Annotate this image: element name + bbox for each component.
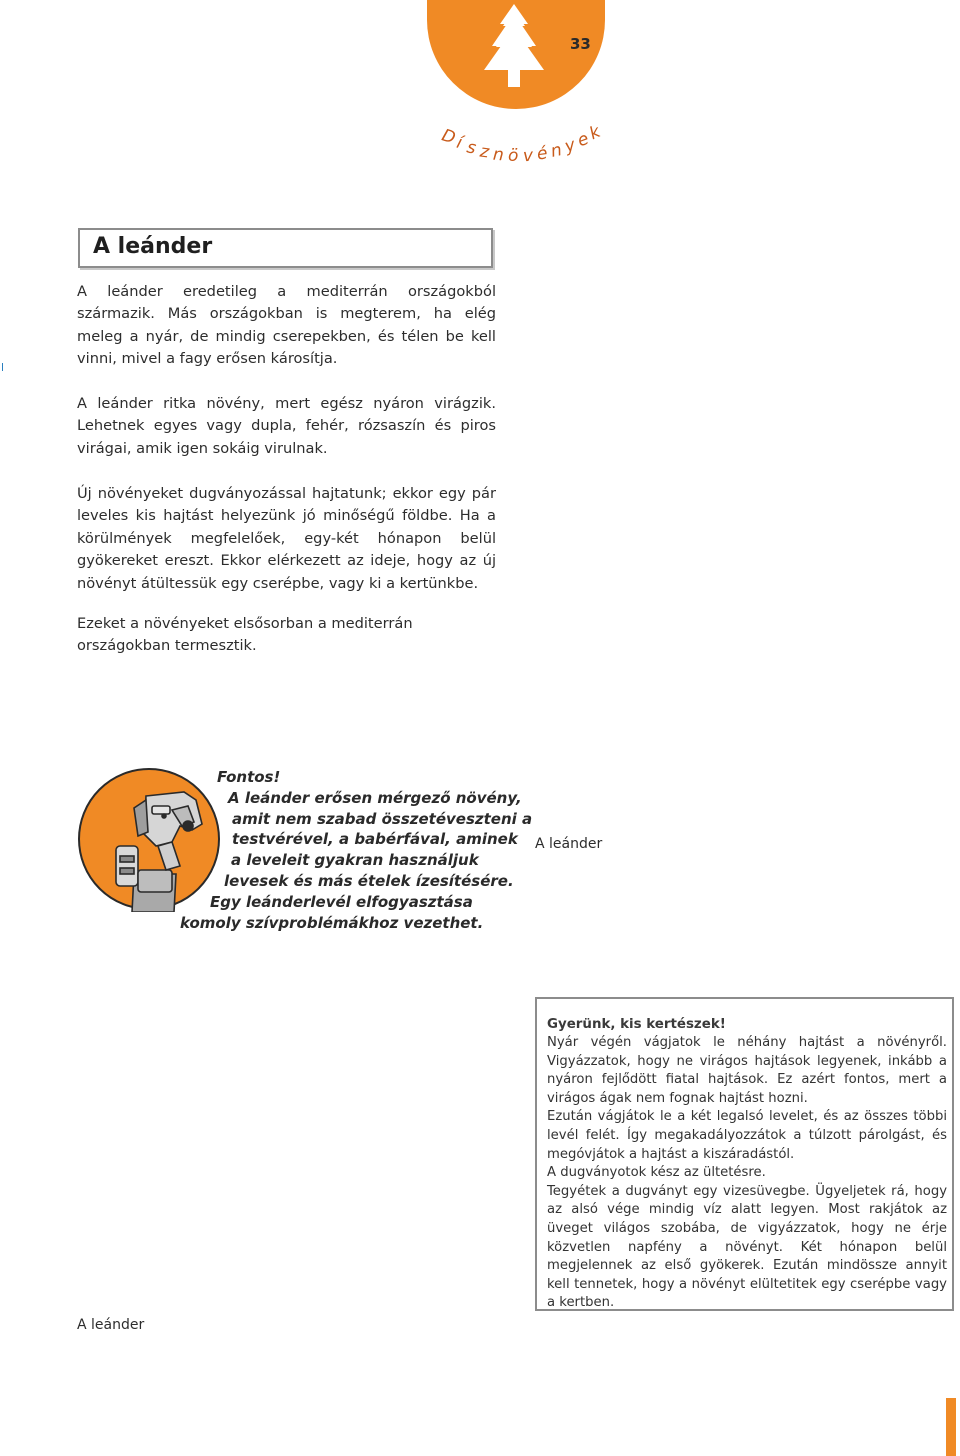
tip-paragraph: A dugványotok kész az ültetésre. bbox=[547, 1165, 766, 1181]
warning-line: levesek és más ételek ízesítésére. bbox=[224, 871, 514, 890]
section-title-char: é bbox=[535, 143, 549, 165]
warning-line: komoly szívproblémákhoz vezethet. bbox=[180, 913, 484, 932]
section-title-char: D bbox=[439, 125, 458, 149]
tip-paragraph: Nyár végén vágjatok le néhány hajtást a növényről. Vigyázzatok, hogy ne virágos hajtások legyenek, inkább a nyáron fejlődött fiatal hajtások. Ez azért fontos, mert a virágos ágak nem fognak hajtást hozni. bbox=[547, 1035, 947, 1106]
tip-paragraph: Tegyétek a dugványt egy vizesüvegbe. Ügyeljetek rá, hogy az alsó vége mindig víz alatt legyen. Most rakjátok az üveget világos szobába, de vigyázzatok, hogy ne érje közvetlen napfény a növényt. Két hónapon belül megjelennek az első gyökerek. Ezután mindössze annyit kell tennetek, hogy a növényt elültetitek egy cserépbe vagy a kertben. bbox=[547, 1183, 947, 1311]
page-number: 33 bbox=[570, 35, 591, 53]
section-title-char: n bbox=[549, 140, 564, 162]
section-title-char: z bbox=[478, 141, 491, 163]
warning-box bbox=[170, 767, 533, 933]
tip-paragraph: Ezután vágjátok le a két legalsó levelet, és az összes többi levél felét. Így megakadályozzátok a túlzott párolgást, és megóvjátok a hajtást a kiszáradástól. bbox=[547, 1109, 947, 1162]
image-caption: A leánder bbox=[535, 836, 603, 852]
article-paragraph: A leánder eredetileg a mediterrán országokból származik. Más országokban is megterem, ha elég meleg a nyár, de mindig cserepekben, és télen be kell vinni, mivel a fagy erősen károsítja. bbox=[77, 283, 496, 368]
warning-line: Egy leánderlevél elfogyasztása bbox=[210, 892, 473, 911]
corner-accent-bar bbox=[946, 1398, 956, 1456]
section-title-char: y bbox=[562, 135, 578, 157]
warning-line: A leánder erősen mérgező növény, bbox=[228, 788, 522, 807]
section-title-char: v bbox=[522, 145, 534, 167]
tip-box bbox=[535, 997, 954, 1311]
section-title-char: s bbox=[465, 137, 478, 159]
warning-heading: Fontos! bbox=[217, 768, 281, 786]
section-title-char: k bbox=[586, 121, 604, 145]
image-caption: A leánder bbox=[77, 1317, 145, 1333]
tip-title: Gyerünk, kis kertészek! bbox=[547, 1017, 726, 1032]
warning-line: amit nem szabad összetéveszteni a bbox=[232, 809, 533, 828]
section-title-char: í bbox=[454, 132, 465, 154]
article-paragraph: Ezeket a növényeket elsősorban a mediterrán országokban termesztik. bbox=[77, 615, 413, 655]
article-paragraph: Új növényeket dugványozással hajtatunk; ekkor egy pár leveles kis hajtást helyezünk jó minőségű földbe. Ha a körülmények megfelelőek, egy-két hónapon belül gyökereket ereszt. Ekkor elérkezett az ideje, hogy az új növényt átültessük egy cserépbe, vagy ki a kertünkbe. bbox=[77, 485, 496, 592]
article-title: A leánder bbox=[93, 234, 213, 259]
section-title-char: ö bbox=[508, 146, 519, 166]
header-badge bbox=[426, 0, 606, 112]
section-title-char: e bbox=[574, 128, 592, 152]
tip-body bbox=[547, 1034, 947, 1313]
article-paragraph: A leánder ritka növény, mert egész nyáron virágzik. Lehetnek egyes vagy dupla, fehér, rózsaszín és piros virágai, amik igen sokáig virulnak. bbox=[77, 395, 496, 457]
margin-mark bbox=[2, 363, 3, 371]
section-title bbox=[439, 121, 604, 175]
section-title-char: n bbox=[492, 144, 505, 166]
article-title-box bbox=[78, 228, 493, 268]
warning-line: a leveleit gyakran használjuk bbox=[231, 851, 479, 870]
warning-line: testvérével, a babérfával, aminek bbox=[232, 830, 518, 849]
